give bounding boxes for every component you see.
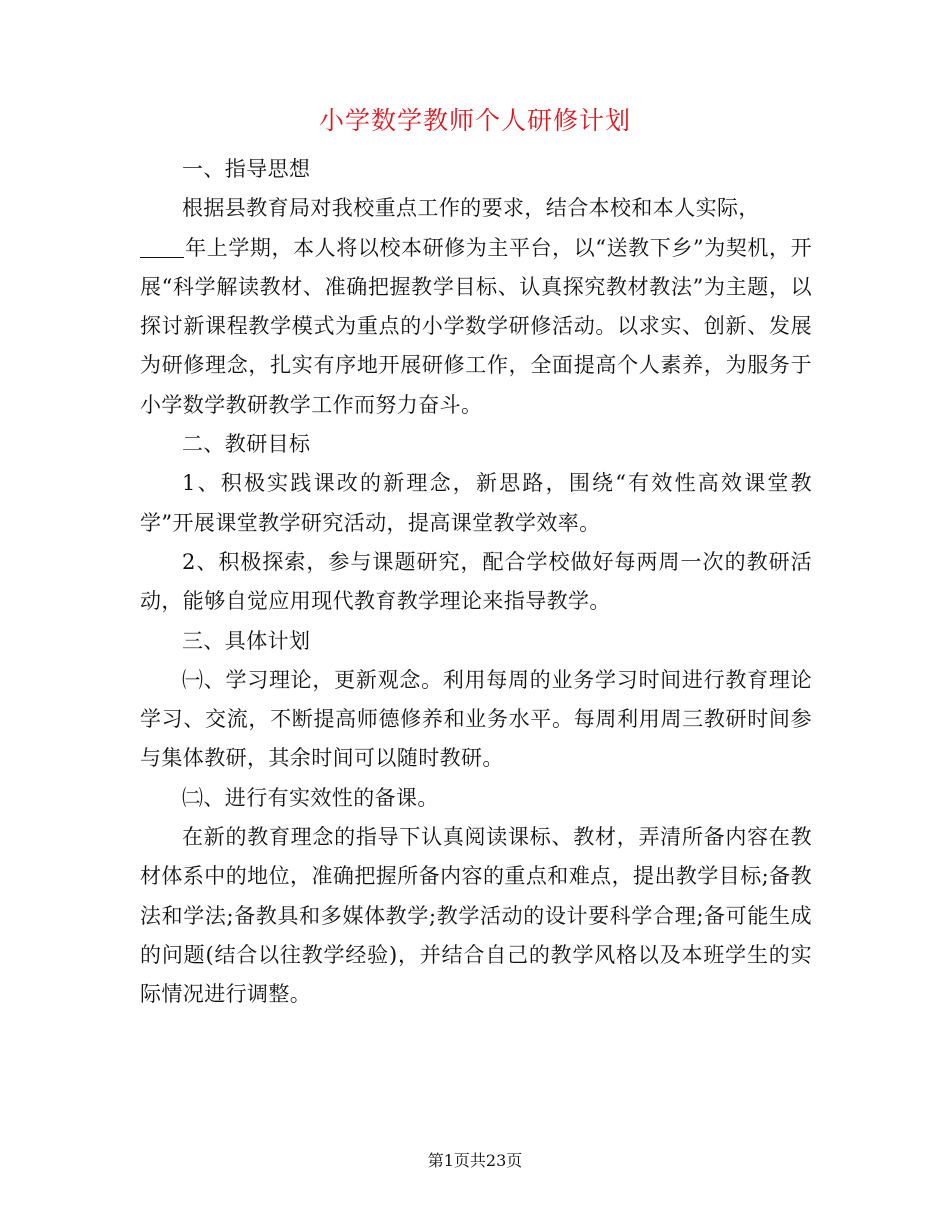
section-heading-guiding-thought: 一、指导思想 (182, 157, 311, 181)
paragraph-guiding-thought-body (140, 229, 812, 425)
plan-item-1: ㈠、学习理论，更新观念。利用每周的业务学习时间进行教育理论学习、交流，不断提高师德修养和业务水平。每周利用周三教研时间参与集体教研，其余时间可以随时教研。 (140, 667, 812, 771)
section-heading-research-goals: 二、教研目标 (182, 432, 311, 457)
blank-underline (140, 236, 184, 258)
goal-item-2: 2、积极探索，参与课题研究，配合学校做好每两周一次的教研活动，能够自觉应用现代教育教学理论来指导教学。 (140, 549, 812, 614)
plan-item-2-heading: ㈡、进行有实效性的备课。 (182, 785, 439, 810)
section-heading-specific-plan: 三、具体计划 (182, 628, 311, 653)
page-number: 第1页共23页 (427, 1151, 523, 1170)
document-body (140, 150, 812, 1015)
plan-item-2-body: 在新的教育理念的指导下认真阅读课标、教材，弄清所备内容在教材体系中的地位，准确把握所备内容的重点和难点，提出教学目标;备教法和学法;备教具和多媒体教学;教学活动的设计要科学合理;备可能生成的问题(结合以往教学经验)，并结合自己的教学风格以及本班学生的实际情况进行调整。 (140, 825, 812, 1007)
document-title: 小学数学教师个人研修计划 (318, 106, 631, 135)
paragraph-guiding-thought-lead: 根据县教育局对我校重点工作的要求，结合本校和本人实际， (182, 196, 760, 221)
goal-item-1: 1、积极实践课改的新理念，新思路，围绕“有效性高效课堂教学”开展课堂教学研究活动，提高课堂教学效率。 (140, 471, 812, 535)
paragraph-guiding-thought-text: 年上学期，本人将以校本研修为主平台，以“送教下乡”为契机，开展“科学解读教材、准确把握教学目标、认真探究教材教法”为主题，以探讨新课程教学模式为重点的小学数学研修活动。以求实、创新、发展为研修理念，扎实有序地开展研修工作，全面提高个人素养，为服务于小学数学教研教学工作而努力奋斗。 (140, 235, 812, 417)
